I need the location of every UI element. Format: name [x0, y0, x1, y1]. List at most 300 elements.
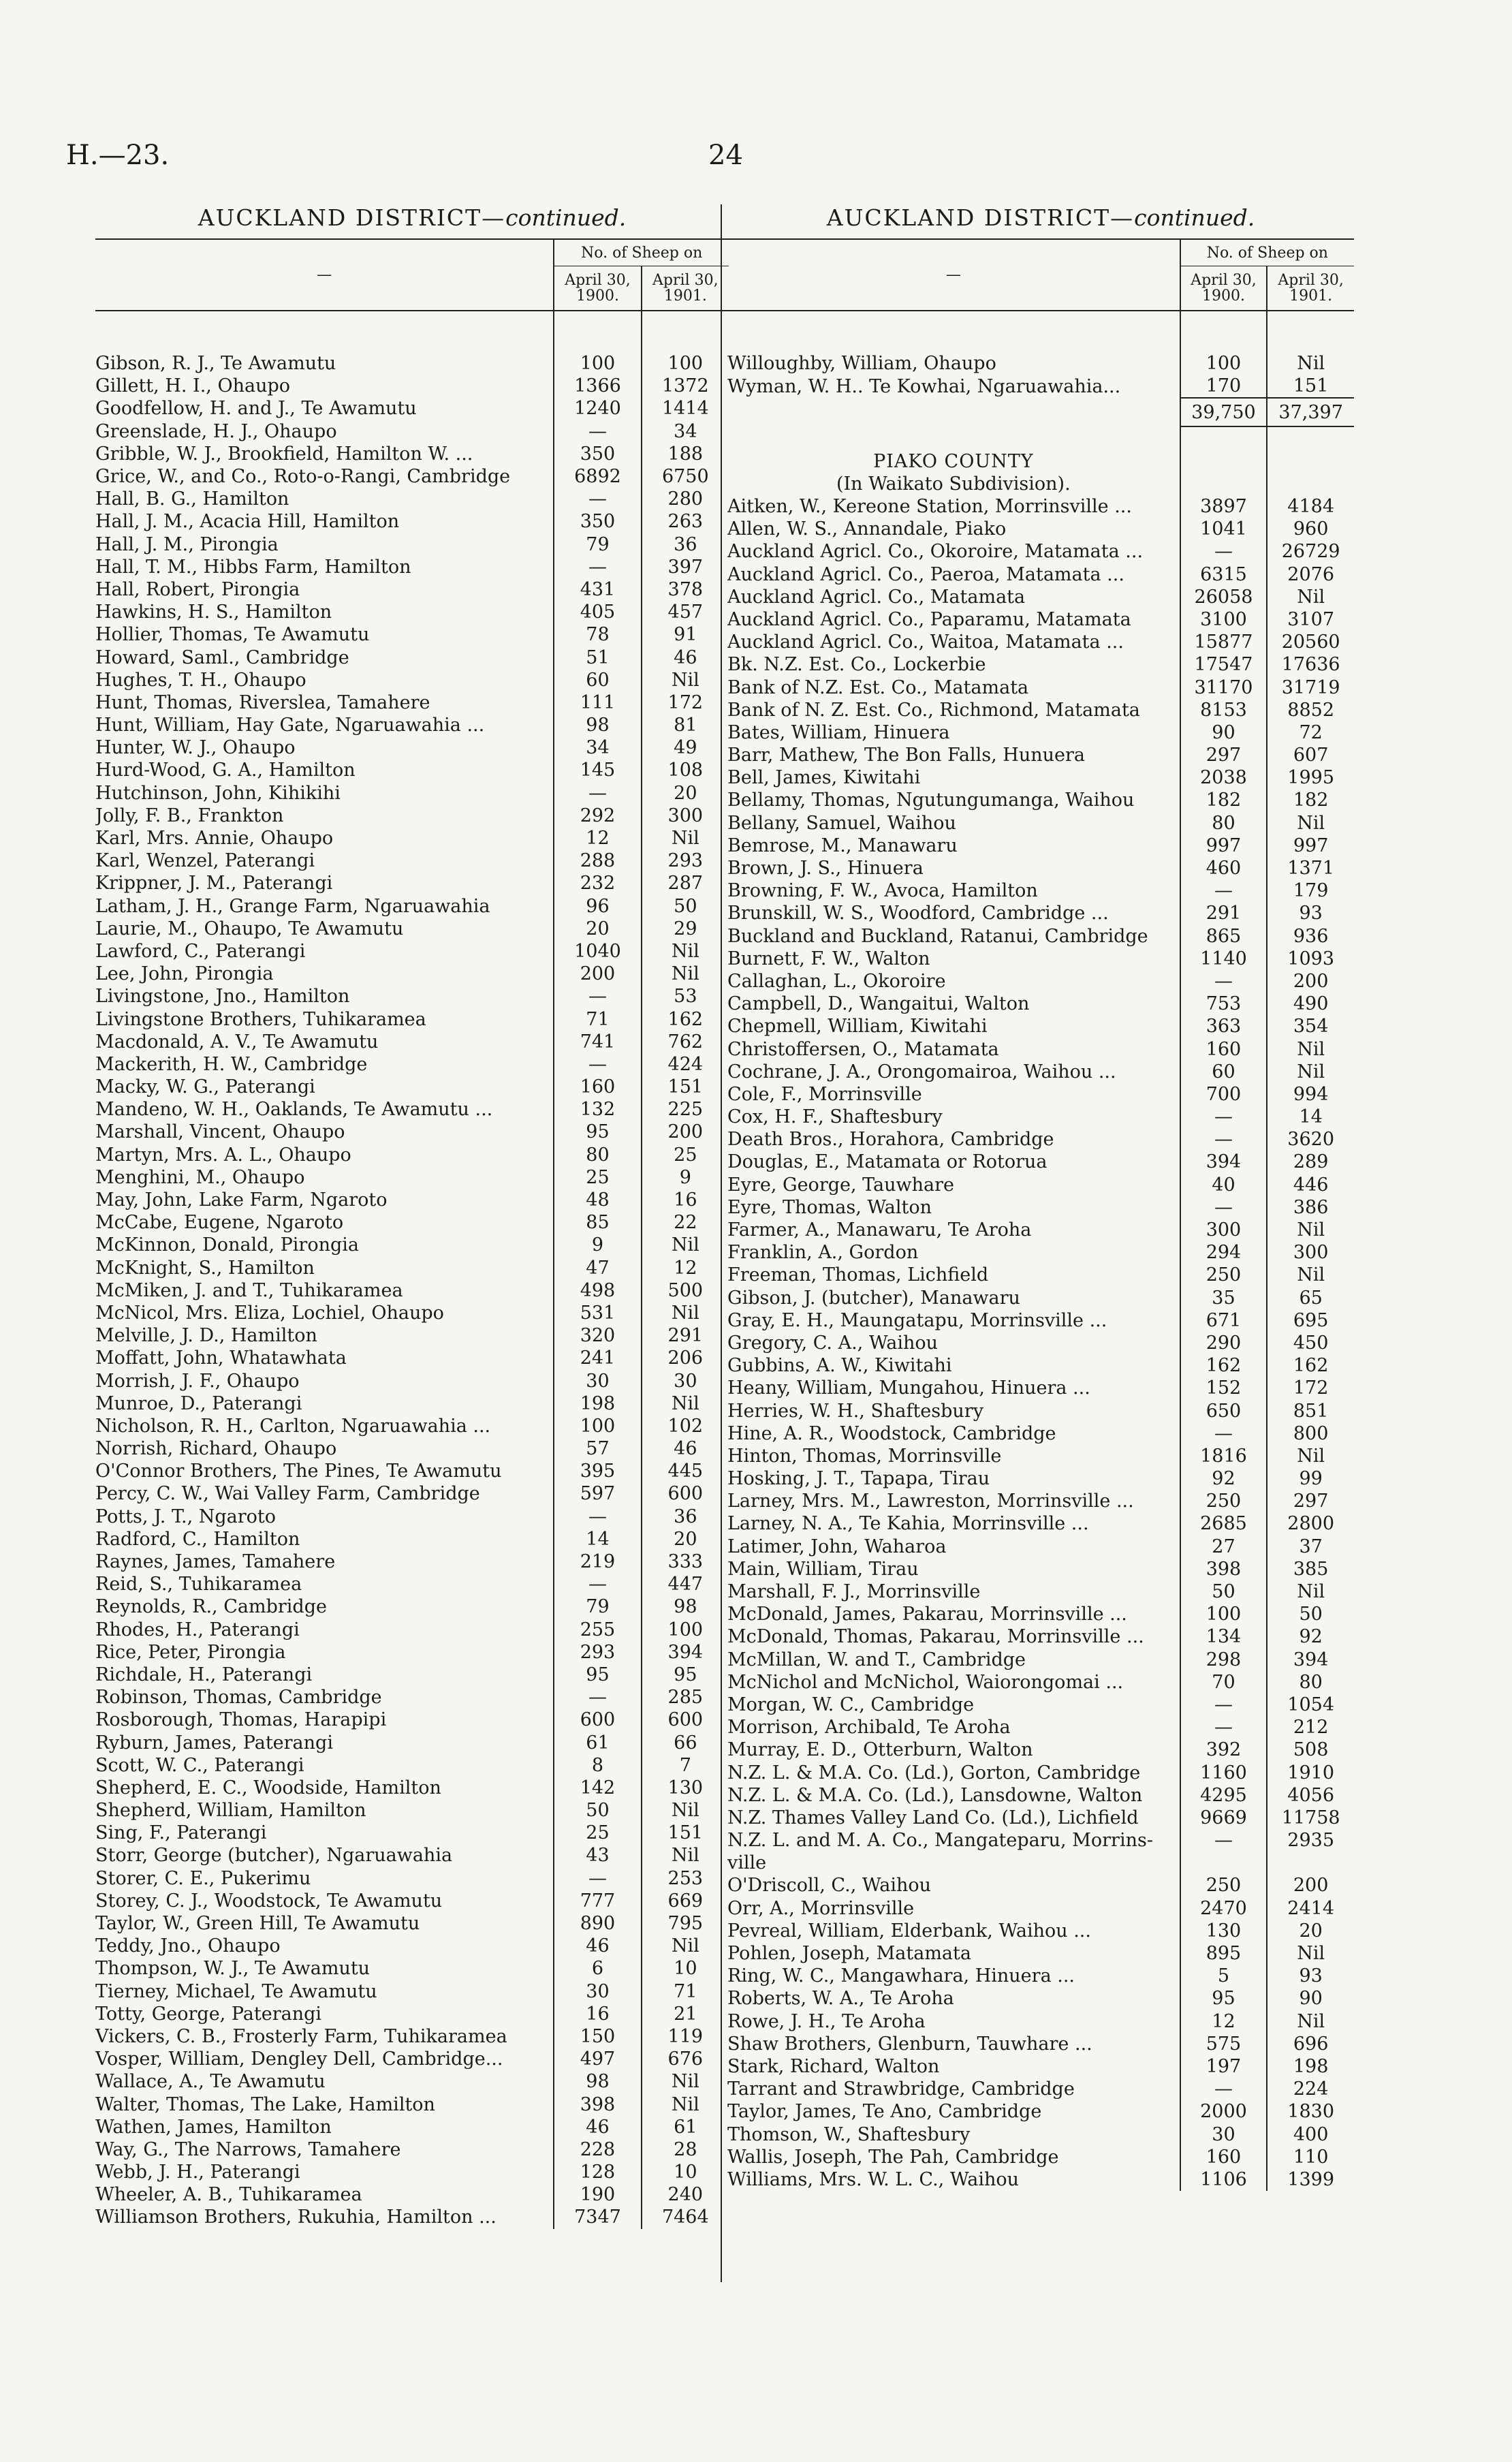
table-row: [95, 827, 729, 850]
table-row: [95, 1098, 729, 1121]
sheep-1901: 46: [642, 1437, 729, 1460]
sheep-1900: 48: [554, 1189, 641, 1211]
table-row: [727, 902, 1354, 924]
sheep-1900: 71: [554, 1008, 641, 1030]
owner-name: Christoffersen, O., Matamata: [727, 1038, 999, 1060]
sheep-1900: 1106: [1180, 2168, 1267, 2191]
sheep-1901: 253: [642, 1867, 729, 1890]
sheep-1901: Nil: [1267, 1580, 1354, 1603]
owner-name: Morrish, J. F., Ohaupo: [95, 1370, 300, 1392]
sheep-1900: 16: [554, 2003, 641, 2025]
sheep-1901: 607: [1267, 744, 1354, 766]
table-row: [95, 1799, 729, 1822]
sheep-1901: 93: [1267, 1965, 1354, 1987]
sheep-1900: 460: [1180, 857, 1267, 879]
sheep-1901: 851: [1267, 1399, 1354, 1422]
table-row: [727, 1807, 1354, 1829]
sheep-1901: 95: [642, 1664, 729, 1686]
table-row: [727, 1649, 1354, 1671]
table-row: [727, 1219, 1354, 1241]
left-header-group: No. of Sheep on: [554, 239, 729, 266]
owner-name: Larney, Mrs. M., Lawreston, Morrinsville ...: [727, 1491, 1134, 1512]
sheep-1900: 98: [554, 2070, 641, 2093]
sheep-1900: —: [1180, 1422, 1267, 1445]
sheep-1900: 100: [1180, 352, 1267, 375]
table-row: [727, 2123, 1354, 2145]
sheep-1900: 96: [554, 895, 641, 918]
table-row: [727, 744, 1354, 766]
sheep-1900: 9669: [1180, 1807, 1267, 1829]
sheep-1900: 650: [1180, 1399, 1267, 1422]
sheep-1900: 95: [554, 1121, 641, 1143]
sheep-1900: 2685: [1180, 1512, 1267, 1535]
left-column-title: [95, 204, 729, 238]
table-row: [95, 1166, 729, 1189]
owner-name: Douglas, E., Matamata or Rotorua: [727, 1151, 1048, 1173]
owner-name: Jolly, F. B., Frankton: [95, 805, 284, 826]
owner-name: Stark, Richard, Walton: [727, 2055, 940, 2077]
sheep-1900: 292: [554, 805, 641, 827]
owner-name: Grice, W., and Co., Roto-o-Rangi, Cambridge: [95, 466, 511, 488]
table-row: [727, 1083, 1354, 1106]
table-row: [95, 1551, 729, 1573]
table-row: [95, 1844, 729, 1867]
sheep-1900: —: [1180, 970, 1267, 993]
sheep-1900: 291: [1180, 902, 1267, 924]
sheep-1900: 4295: [1180, 1784, 1267, 1807]
sheep-1900: —: [554, 556, 641, 578]
owner-name: Hall, Robert, Pirongia: [95, 578, 300, 600]
owner-name: Norrish, Richard, Ohaupo: [95, 1438, 337, 1460]
sheep-1900: 197: [1180, 2055, 1267, 2078]
sheep-1900: 394: [1180, 1151, 1267, 1173]
sheep-1900: 95: [554, 1664, 641, 1686]
owner-name: McNicol, Mrs. Eliza, Lochiel, Ohaupo: [95, 1302, 444, 1324]
table-row: [727, 1061, 1354, 1083]
table-row: [95, 2138, 729, 2161]
table-row: [95, 375, 729, 397]
table-row: [95, 714, 729, 736]
owner-name: Freeman, Thomas, Lichfield: [727, 1264, 989, 1286]
left-title-text: AUCKLAND DISTRICT—: [198, 204, 506, 231]
table-row: [727, 721, 1354, 744]
table-row: [95, 2183, 729, 2206]
table-row: [95, 1347, 729, 1369]
sheep-1900: 363: [1180, 1015, 1267, 1038]
sheep-1901: 206: [642, 1347, 729, 1369]
owner-name: Karl, Mrs. Annie, Ohaupo: [95, 828, 334, 850]
sheep-1901: 22: [642, 1211, 729, 1234]
sheep-1900: 777: [554, 1890, 641, 1912]
piako-county-subheading: (In Waikato Subdivision).: [836, 473, 1071, 495]
sheep-1901: 10: [642, 2161, 729, 2183]
table-row: [95, 1935, 729, 1957]
owner-name: Buckland and Buckland, Ratanui, Cambridge: [727, 925, 1148, 947]
sheep-1901: 291: [642, 1324, 729, 1347]
sheep-1901: 300: [642, 805, 729, 827]
right-column-title: [727, 204, 1354, 238]
table-row: [727, 1128, 1354, 1151]
table-row: [95, 1686, 729, 1709]
sheep-1900: 1816: [1180, 1445, 1267, 1467]
table-row: [727, 993, 1354, 1015]
left-header-col1: April 30, 1900.: [554, 266, 641, 311]
sheep-1901: Nil: [1267, 1219, 1354, 1241]
sheep-1900: 35: [1180, 1287, 1267, 1309]
document-reference: H.—23.: [66, 140, 170, 171]
owner-name: Nicholson, R. H., Carlton, Ngaruawahia ...: [95, 1415, 491, 1437]
table-row: [727, 1739, 1354, 1761]
owner-name: Auckland Agricl. Co., Paeroa, Matamata ...: [727, 563, 1124, 585]
owner-name: Hutchinson, John, Kihikihi: [95, 782, 341, 804]
table-row: [95, 2070, 729, 2093]
owner-name: Aitken, W., Kereone Station, Morrinsville ...: [727, 496, 1132, 518]
owner-name: Franklin, A., Gordon: [727, 1242, 919, 1264]
owner-name: Taylor, James, Te Ano, Cambridge: [727, 2101, 1042, 2123]
sheep-1901: 1830: [1267, 2100, 1354, 2123]
owner-name: Richdale, H., Paterangi: [95, 1664, 313, 1685]
table-row: [95, 510, 729, 533]
owner-name: Gregory, C. A., Waihou: [727, 1332, 939, 1354]
owner-name: May, John, Lake Farm, Ngaroto: [95, 1189, 388, 1211]
sheep-1900: 600: [554, 1709, 641, 1731]
sheep-1900: 50: [554, 1799, 641, 1822]
table-row: [95, 1641, 729, 1664]
sheep-1900: —: [1180, 1128, 1267, 1151]
sheep-1901: 100: [642, 352, 729, 375]
sheep-1900: 128: [554, 2161, 641, 2183]
sheep-1900: 98: [554, 714, 641, 736]
table-row: [95, 1460, 729, 1482]
sheep-1900: 160: [1180, 2146, 1267, 2168]
sheep-1900: 250: [1180, 1264, 1267, 1286]
table-row: [727, 2033, 1354, 2055]
table-row: [727, 352, 1354, 375]
sheep-1900: 14: [554, 1528, 641, 1551]
sheep-1901: 12: [642, 1257, 729, 1279]
owner-name: Hinton, Thomas, Morrinsville: [727, 1445, 1002, 1467]
sheep-1900: 100: [554, 1415, 641, 1437]
sheep-1901: 424: [642, 1053, 729, 1076]
owner-name: Percy, C. W., Wai Valley Farm, Cambridge: [95, 1483, 480, 1505]
right-title-suffix: continued.: [1134, 204, 1255, 231]
owner-name: Campbell, D., Wangaitui, Walton: [727, 993, 1030, 1015]
sheep-1900: 190: [554, 2183, 641, 2206]
table-row: [95, 1709, 729, 1731]
sheep-1901: 3620: [1267, 1128, 1354, 1151]
table-row: [95, 1257, 729, 1279]
table-row: [95, 1437, 729, 1460]
owner-name: Reynolds, R., Cambridge: [95, 1596, 327, 1618]
sheep-1901: 394: [1267, 1649, 1354, 1671]
table-row: [95, 850, 729, 872]
table-row: [95, 1324, 729, 1347]
sheep-1901: 91: [642, 623, 729, 646]
sheep-1900: 741: [554, 1031, 641, 1053]
sheep-1901: 2800: [1267, 1512, 1354, 1535]
owner-name: N.Z. Thames Valley Land Co. (Ld.), Lichfield: [727, 1807, 1139, 1828]
sheep-1900: 70: [1180, 1671, 1267, 1694]
owner-name: Vosper, William, Dengley Dell, Cambridge...: [95, 2048, 503, 2070]
table-row: [95, 895, 729, 918]
sheep-1901: 151: [642, 1076, 729, 1098]
sheep-1901: 1414: [642, 397, 729, 420]
table-row: [727, 2078, 1354, 2100]
sheep-1901: 198: [1267, 2055, 1354, 2078]
owner-name: Cox, H. F., Shaftesbury: [727, 1106, 943, 1128]
table-row: [95, 669, 729, 691]
sheep-1901: Nil: [1267, 1942, 1354, 1965]
sheep-1900: —: [554, 1506, 641, 1528]
sheep-1901: 20560: [1267, 631, 1354, 653]
table-row: [727, 563, 1354, 586]
sheep-1900: 34: [554, 736, 641, 759]
owner-name: Krippner, J. M., Paterangi: [95, 873, 333, 894]
owner-name: Reid, S., Tuhikaramea: [95, 1574, 302, 1595]
sheep-1900: 6315: [1180, 563, 1267, 586]
sheep-1900: 290: [1180, 1332, 1267, 1354]
owner-name: Bk. N.Z. Est. Co., Lockerbie: [727, 654, 986, 676]
owner-name: McDonald, James, Pakarau, Morrinsville ...: [727, 1604, 1127, 1625]
sheep-1900: 1240: [554, 397, 641, 420]
table-row: [727, 1852, 1354, 1874]
owner-name: Shepherd, William, Hamilton: [95, 1800, 366, 1822]
sheep-1900: 398: [1180, 1558, 1267, 1580]
owner-name: Bellamy, Thomas, Ngutungumanga, Waihou: [727, 790, 1135, 811]
sheep-1901: Nil: [1267, 352, 1354, 375]
sheep-1900: —: [1180, 1106, 1267, 1128]
sheep-1900: 160: [554, 1076, 641, 1098]
sheep-1900: 60: [1180, 1061, 1267, 1083]
sheep-1900: 61: [554, 1731, 641, 1754]
owner-name: Lee, John, Pirongia: [95, 963, 274, 985]
sheep-1901: Nil: [642, 2070, 729, 2093]
sheep-1901: 53: [642, 985, 729, 1008]
sheep-1901: 676: [642, 2048, 729, 2070]
owner-name: Pevreal, William, Elderbank, Waihou ...: [727, 1920, 1091, 1942]
owner-name: Main, William, Tirau: [727, 1558, 919, 1580]
sheep-1900: 182: [1180, 789, 1267, 811]
sheep-1900: 40: [1180, 1174, 1267, 1196]
owner-name: Gibson, J. (butcher), Manawaru: [727, 1287, 1020, 1309]
table-row: [727, 1920, 1354, 1942]
sheep-1900: 12: [554, 827, 641, 850]
sheep-1901: 800: [1267, 1422, 1354, 1445]
sheep-1901: 162: [642, 1008, 729, 1030]
owner-name: Bates, William, Hinuera: [727, 721, 950, 743]
sheep-1900: 7347: [554, 2206, 641, 2228]
sheep-1901: Nil: [642, 2093, 729, 2115]
sheep-1901: 61: [642, 2116, 729, 2138]
sheep-1900: —: [1180, 879, 1267, 902]
sheep-1901: 297: [1267, 1490, 1354, 1512]
right-column: [727, 204, 1354, 2191]
sheep-1901: 450: [1267, 1332, 1354, 1354]
sheep-1901: Nil: [1267, 1038, 1354, 1060]
sheep-1901: Nil: [642, 1844, 729, 1867]
owner-name: Potts, J. T., Ngaroto: [95, 1506, 277, 1527]
sheep-1901: 333: [642, 1551, 729, 1573]
right-table-header: [727, 238, 1354, 311]
owner-name: Robinson, Thomas, Cambridge: [95, 1687, 382, 1709]
owner-name: Hunt, Thomas, Riverslea, Tamahere: [95, 691, 430, 713]
owner-name: Morgan, W. C., Cambridge: [727, 1694, 975, 1715]
table-row: [727, 1942, 1354, 1965]
owner-name: Auckland Agricl. Co., Matamata: [727, 586, 1026, 608]
sheep-1900: 320: [554, 1324, 641, 1347]
sheep-1901: 34: [642, 420, 729, 443]
sheep-1901: 30: [642, 1369, 729, 1392]
owner-name: Wathen, James, Hamilton: [95, 2116, 332, 2138]
sheep-1900: 288: [554, 850, 641, 872]
right-header-col1: April 30, 1900.: [1180, 266, 1267, 311]
owner-name: Willoughby, William, Ohaupo: [727, 353, 996, 375]
table-row: [95, 2206, 729, 2228]
sheep-1901: 31719: [1267, 676, 1354, 698]
sheep-1901: 130: [642, 1777, 729, 1799]
owner-name: Webb, J. H., Paterangi: [95, 2162, 300, 2183]
sheep-1901: 457: [642, 601, 729, 623]
sheep-1901: 46: [642, 646, 729, 668]
sheep-1900: 2000: [1180, 2100, 1267, 2123]
table-row: [95, 1754, 729, 1777]
sheep-1900: —: [554, 488, 641, 510]
sheep-1900: 85: [554, 1211, 641, 1234]
table-row: [727, 789, 1354, 811]
table-row: [727, 1377, 1354, 1399]
owner-name: Larney, N. A., Te Kahia, Morrinsville ...: [727, 1513, 1089, 1535]
owner-name: Eyre, Thomas, Walton: [727, 1196, 932, 1218]
owner-name: Hall, B. G., Hamilton: [95, 488, 289, 510]
sheep-1901: Nil: [642, 1799, 729, 1822]
table-row: [727, 1580, 1354, 1603]
sheep-1900: 79: [554, 533, 641, 556]
sheep-1900: 398: [554, 2093, 641, 2115]
table-row: [727, 676, 1354, 698]
sheep-1900: [1180, 1852, 1267, 1874]
owner-name: Raynes, James, Tamahere: [95, 1551, 336, 1573]
table-row: [727, 1106, 1354, 1128]
sheep-1900: 241: [554, 1347, 641, 1369]
table-row: [727, 1987, 1354, 2010]
owner-name: Death Bros., Horahora, Cambridge: [727, 1129, 1054, 1151]
owner-name: Auckland Agricl. Co., Waitoa, Matamata ...: [727, 632, 1124, 653]
table-row: [95, 443, 729, 465]
table-row: [95, 872, 729, 894]
owner-name: Hine, A. R., Woodstock, Cambridge: [727, 1422, 1056, 1444]
owner-name: Tarrant and Strawbridge, Cambridge: [727, 2078, 1075, 2100]
table-row: [727, 1671, 1354, 1694]
table-row: [727, 1354, 1354, 1377]
sheep-1900: 80: [554, 1144, 641, 1166]
table-row: [727, 1694, 1354, 1716]
owner-name: N.Z. L. and M. A. Co., Mangateparu, Morrins-: [727, 1830, 1153, 1852]
table-row: [727, 1467, 1354, 1490]
total-1900: 39,750: [1180, 398, 1267, 426]
sheep-1900: 890: [554, 1912, 641, 1935]
left-table-body: [95, 311, 729, 2229]
sheep-1900: 9: [554, 1234, 641, 1256]
table-row: [727, 2168, 1354, 2191]
sheep-1900: —: [554, 782, 641, 805]
owner-name: Cochrane, J. A., Orongomairoa, Waihou ...: [727, 1061, 1116, 1082]
owner-name: Chepmell, William, Kiwitahi: [727, 1016, 988, 1038]
table-row: [95, 1144, 729, 1166]
owner-name: Livingstone Brothers, Tuhikaramea: [95, 1008, 426, 1030]
sheep-1901: Nil: [642, 963, 729, 985]
sheep-1900: 1041: [1180, 518, 1267, 540]
owner-name: Storer, C. E., Pukerimu: [95, 1867, 311, 1889]
owner-name: Sing, F., Paterangi: [95, 1822, 267, 1844]
sheep-1901: 17636: [1267, 653, 1354, 676]
sheep-1900: 100: [1180, 1603, 1267, 1625]
table-row: [727, 1558, 1354, 1580]
sheep-1900: 298: [1180, 1649, 1267, 1671]
sheep-1901: 287: [642, 872, 729, 894]
table-row: [727, 1874, 1354, 1897]
owner-name: Thompson, W. J., Te Awamutu: [95, 1958, 371, 1980]
sheep-1900: 6892: [554, 465, 641, 488]
owner-name: Barr, Mathew, The Bon Falls, Hunuera: [727, 745, 1085, 766]
owner-name: Shepherd, E. C., Woodside, Hamilton: [95, 1777, 441, 1798]
owner-name: Thomson, W., Shaftesbury: [727, 2123, 971, 2145]
table-row: [727, 812, 1354, 835]
owner-name: Laurie, M., Ohaupo, Te Awamutu: [95, 918, 404, 939]
table-row: [727, 1309, 1354, 1332]
sheep-1901: 354: [1267, 1015, 1354, 1038]
sheep-1901: 72: [1267, 721, 1354, 744]
owner-name: McNichol and McNichol, Waiorongomai ...: [727, 1671, 1124, 1693]
sheep-1901: 71: [642, 1980, 729, 2003]
sheep-1901: 25: [642, 1144, 729, 1166]
sheep-1901: 200: [1267, 970, 1354, 993]
sheep-1901: 400: [1267, 2123, 1354, 2145]
table-row: [727, 2055, 1354, 2078]
sheep-1901: 385: [1267, 1558, 1354, 1580]
sheep-1901: 1054: [1267, 1694, 1354, 1716]
table-row: [95, 1890, 729, 1912]
sheep-1901: 447: [642, 1573, 729, 1595]
table-row: [727, 1625, 1354, 1648]
sheep-1901: 7: [642, 1754, 729, 1777]
table-row: [95, 918, 729, 940]
sheep-1901: 172: [642, 691, 729, 714]
piako-county-heading: PIAKO COUNTY: [873, 450, 1034, 472]
sheep-1901: 28: [642, 2138, 729, 2161]
sheep-1901: 110: [1267, 2146, 1354, 2168]
table-row: [95, 736, 729, 759]
owner-name: Wheeler, A. B., Tuhikaramea: [95, 2184, 362, 2206]
sheep-1901: 9: [642, 1166, 729, 1189]
table-row: [95, 1369, 729, 1392]
sheep-1900: 142: [554, 1777, 641, 1799]
sheep-1901: 66: [642, 1731, 729, 1754]
owner-name: Brunskill, W. S., Woodford, Cambridge ...: [727, 903, 1109, 924]
sheep-1900: 597: [554, 1482, 641, 1505]
sheep-1900: —: [1180, 2078, 1267, 2100]
table-row: [95, 1008, 729, 1030]
sheep-1901: 1371: [1267, 857, 1354, 879]
owner-name: Rice, Peter, Pirongia: [95, 1641, 286, 1663]
sheep-1900: 100: [554, 352, 641, 375]
sheep-1901: 81: [642, 714, 729, 736]
left-column: [95, 204, 729, 2229]
sheep-1901: 960: [1267, 518, 1354, 540]
sheep-1900: 95: [1180, 1987, 1267, 2010]
owner-name: Karl, Wenzel, Paterangi: [95, 850, 315, 872]
owner-name: Taylor, W., Green Hill, Te Awamutu: [95, 1913, 420, 1935]
sheep-1901: 762: [642, 1031, 729, 1053]
